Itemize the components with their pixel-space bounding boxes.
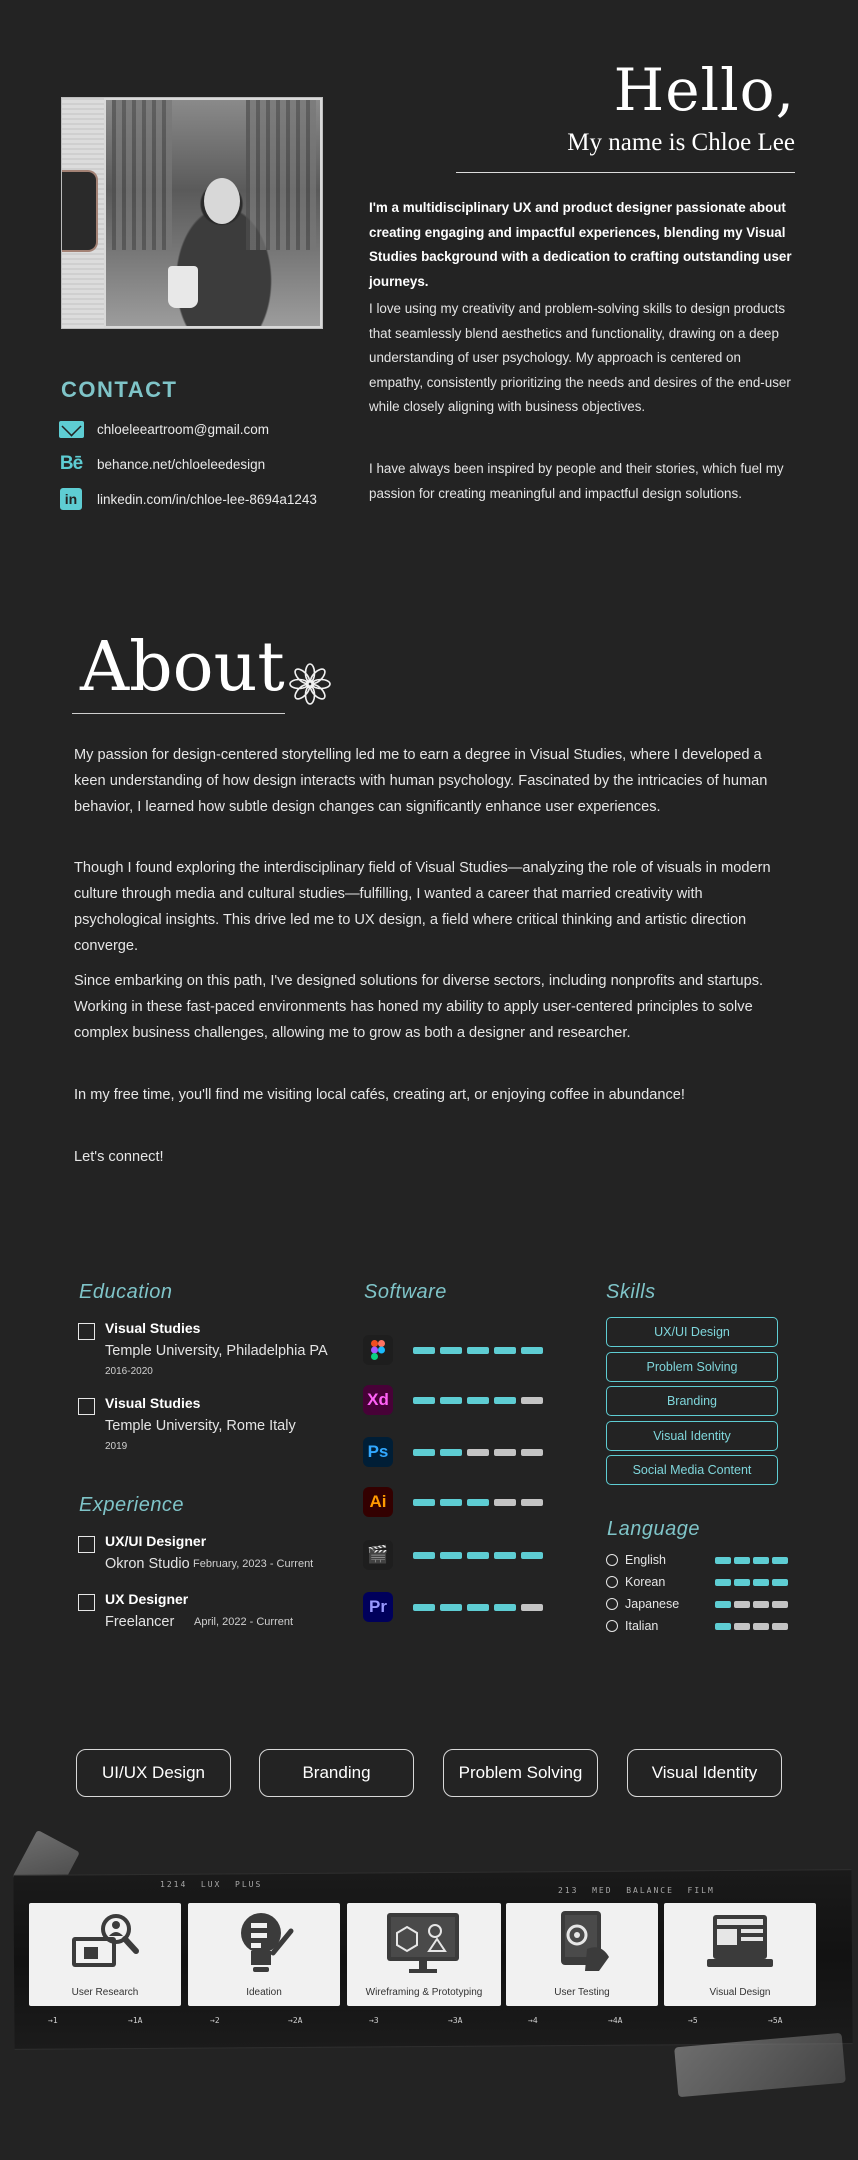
- language-row: [606, 1552, 788, 1568]
- proficiency-segment: [413, 1604, 435, 1611]
- checkbox[interactable]: [78, 1398, 95, 1415]
- proficiency-segment: [521, 1449, 543, 1456]
- frame-caption: User Research: [71, 1987, 139, 1998]
- language-level-segment: [715, 1579, 731, 1586]
- intro-paragraph: I have always been inspired by people and their stories, which fuel my passion for creating meaningful and impactful design solutions.: [369, 461, 784, 501]
- checkbox[interactable]: [78, 1536, 95, 1553]
- process-frame: [29, 1903, 181, 2006]
- skill-pill: Social Media Content: [606, 1455, 778, 1485]
- tag-branding: Branding: [259, 1749, 414, 1797]
- proficiency-segment: [521, 1347, 543, 1354]
- intro-summary: I'm a multidisciplinary UX and product designer passionate about creating engaging and impactful experiences, blending my Visual Studies background with a dedication to crafting outstanding user journeys.: [369, 200, 792, 289]
- about-title: About: [80, 628, 285, 707]
- experience-dates: February, 2023 - Current: [193, 1558, 314, 1570]
- language-level-segment: [753, 1601, 769, 1608]
- about-paragraph: Let's connect!: [74, 1149, 164, 1165]
- proficiency-segment: [521, 1499, 543, 1506]
- language-row: [606, 1574, 788, 1590]
- proficiency-segment: [467, 1397, 489, 1404]
- portrait-face: [204, 178, 240, 224]
- photoshop-icon: Ps: [363, 1437, 393, 1467]
- language-level-segment: [772, 1623, 788, 1630]
- proficiency-bar: [413, 1499, 543, 1506]
- about-paragraph: Since embarking on this path, I've designed solutions for diverse sectors, including nonprofits and startups. Working in these fast-paced environments has honed my ability to apply user-centered principles to solve complex business challenges, allowing me to grow as both a designer and researcher.: [74, 973, 764, 1041]
- proficiency-segment: [494, 1552, 516, 1559]
- proficiency-segment: [440, 1449, 462, 1456]
- proficiency-segment: [440, 1552, 462, 1559]
- contact-linkedin-text[interactable]: linkedin.com/in/chloe-lee-8694a1243: [97, 491, 317, 507]
- portrait-cup: [168, 266, 198, 308]
- user-research-icon: [70, 1909, 140, 1975]
- wireframing-icon: [385, 1909, 461, 1975]
- film-label: 1214 LUX PLUS: [160, 1880, 263, 1889]
- contact-title: CONTACT: [61, 377, 178, 402]
- ideation-icon: [229, 1909, 299, 1975]
- skill-pill: Visual Identity: [606, 1421, 778, 1451]
- name-subtitle: My name is Chloe Lee: [567, 129, 795, 156]
- software-row: [363, 1335, 543, 1365]
- proficiency-segment: [494, 1604, 516, 1611]
- language-level-segment: [753, 1579, 769, 1586]
- proficiency-segment: [413, 1347, 435, 1354]
- language-level-segment: [772, 1579, 788, 1586]
- proficiency-segment: [440, 1347, 462, 1354]
- education-years: 2016-2020: [105, 1366, 153, 1377]
- software-row: [363, 1592, 543, 1622]
- tag-problem-solving: Problem Solving: [443, 1749, 598, 1797]
- flower-icon: [289, 663, 331, 705]
- frame-caption: Visual Design: [709, 1987, 771, 1998]
- education-years: 2019: [105, 1441, 128, 1452]
- experience-company: Okron Studio: [105, 1556, 190, 1572]
- radio-button[interactable]: [606, 1620, 618, 1632]
- proficiency-segment: [413, 1499, 435, 1506]
- proficiency-segment: [521, 1604, 543, 1611]
- language-level-segment: [715, 1557, 731, 1564]
- about-divider: [72, 713, 285, 714]
- experience-title: Experience: [79, 1494, 185, 1516]
- building-shape: [112, 100, 172, 250]
- frame-number: →2A: [288, 2016, 303, 2025]
- frame-number: →2: [210, 2016, 220, 2025]
- proficiency-segment: [494, 1347, 516, 1354]
- contact-behance-text[interactable]: behance.net/chloeleedesign: [97, 456, 266, 472]
- frame-number: →4A: [608, 2016, 623, 2025]
- adobe-xd-icon: Xd: [363, 1385, 393, 1415]
- proficiency-segment: [494, 1499, 516, 1506]
- language-level-segment: [734, 1623, 750, 1630]
- proficiency-bar: [413, 1604, 543, 1611]
- proficiency-segment: [467, 1552, 489, 1559]
- experience-dates: April, 2022 - Current: [194, 1616, 294, 1628]
- proficiency-segment: [467, 1347, 489, 1354]
- frame-caption: User Testing: [554, 1987, 610, 1998]
- language-row: [606, 1618, 788, 1634]
- contact-email-text[interactable]: chloeleeartroom@gmail.com: [97, 421, 270, 437]
- about-paragraph: Though I found exploring the interdisciplinary field of Visual Studies—analyzing the role of visuals in modern culture through media and cultural studies—fulfilling, I wanted a career that married creativity with psychological insights. This drive led me to UX design, a field where critical thinking and artistic direction converge.: [74, 860, 771, 954]
- software-row: [363, 1540, 543, 1570]
- process-frame: [506, 1903, 658, 2006]
- proficiency-segment: [413, 1449, 435, 1456]
- about-paragraph: In my free time, you'll find me visiting local cafés, creating art, or enjoying coffee in abundance!: [74, 1087, 685, 1103]
- linkedin-icon: in: [57, 488, 85, 510]
- proficiency-bar: [413, 1397, 543, 1404]
- language-name: Korean: [625, 1575, 666, 1589]
- language-level-bar: [715, 1579, 788, 1586]
- skill-pill: Branding: [606, 1386, 778, 1416]
- proficiency-segment: [494, 1397, 516, 1404]
- language-level-segment: [772, 1601, 788, 1608]
- illustrator-icon: Ai: [363, 1487, 393, 1517]
- frame-number: →1: [48, 2016, 58, 2025]
- language-level-segment: [734, 1601, 750, 1608]
- proficiency-segment: [413, 1397, 435, 1404]
- frame-number: →5: [688, 2016, 698, 2025]
- tag-visual-identity: Visual Identity: [627, 1749, 782, 1797]
- proficiency-bar: [413, 1449, 543, 1456]
- contact-behance[interactable]: [57, 453, 265, 475]
- figma-icon: [363, 1335, 393, 1365]
- film-label: 213 MED BALANCE FILM: [558, 1886, 715, 1895]
- language-level-bar: [715, 1623, 788, 1630]
- software-row: [363, 1437, 543, 1467]
- education-degree: Visual Studies: [105, 1395, 201, 1411]
- frame-number: →4: [528, 2016, 538, 2025]
- user-testing-icon: [547, 1909, 617, 1975]
- proficiency-segment: [521, 1397, 543, 1404]
- language-name: Italian: [625, 1619, 659, 1633]
- frame-number: →1A: [128, 2016, 143, 2025]
- mail-icon: [57, 418, 85, 440]
- experience-item: [78, 1591, 348, 1636]
- software-title: Software: [364, 1281, 447, 1303]
- experience-item: [78, 1533, 348, 1578]
- language-level-bar: [715, 1557, 788, 1564]
- language-level-bar: [715, 1601, 788, 1608]
- photo-frame-tab: [62, 170, 98, 252]
- language-title: Language: [607, 1518, 700, 1540]
- proficiency-segment: [467, 1499, 489, 1506]
- experience-role: UX Designer: [105, 1591, 189, 1607]
- proficiency-segment: [494, 1449, 516, 1456]
- premiere-pro-icon: Pr: [363, 1592, 393, 1622]
- hello-heading: Hello,: [613, 56, 795, 124]
- frame-caption: Wireframing & Prototyping: [365, 1987, 483, 1998]
- final-cut-pro-icon: 🎬: [363, 1540, 393, 1570]
- process-frame: [188, 1903, 340, 2006]
- education-item: [78, 1320, 348, 1382]
- language-name: English: [625, 1553, 666, 1567]
- visual-design-icon: [705, 1909, 775, 1975]
- education-school: Temple University, Philadelphia PA: [105, 1343, 328, 1359]
- proficiency-segment: [413, 1552, 435, 1559]
- education-title: Education: [79, 1281, 173, 1303]
- about-paragraph: My passion for design-centered storytelling led me to earn a degree in Visual Studies, where I developed a keen understanding of how design interacts with human psychology. Fascinated by the intricacies of human behavior, I learned how subtle design changes can significantly enhance user experiences.: [74, 747, 768, 815]
- experience-role: UX/UI Designer: [105, 1533, 207, 1549]
- language-name: Japanese: [625, 1597, 680, 1611]
- frame-number: →5A: [768, 2016, 783, 2025]
- frame-caption: Ideation: [246, 1987, 282, 1998]
- proficiency-segment: [467, 1449, 489, 1456]
- language-row: [606, 1596, 788, 1612]
- radio-button[interactable]: [606, 1554, 618, 1566]
- checkbox[interactable]: [78, 1594, 95, 1611]
- language-level-segment: [772, 1557, 788, 1564]
- skill-pill: UX/UI Design: [606, 1317, 778, 1347]
- radio-button[interactable]: [606, 1598, 618, 1610]
- portrait-image: [106, 100, 320, 326]
- experience-company: Freelancer: [105, 1614, 175, 1630]
- intro-paragraph: I love using my creativity and problem-solving skills to design products that seamlessly blend aesthetics and functionality, drawing on a deep understanding of user psychology. My approach is centered on empathy, consistently prioritizing the needs and desires of the end-user while closely aligning with business objectives.: [369, 301, 791, 414]
- language-level-segment: [734, 1557, 750, 1564]
- proficiency-segment: [440, 1604, 462, 1611]
- skills-title: Skills: [606, 1281, 656, 1303]
- skill-pill: Problem Solving: [606, 1352, 778, 1382]
- frame-number: →3: [369, 2016, 379, 2025]
- profile-photo: [61, 97, 323, 329]
- language-level-segment: [734, 1579, 750, 1586]
- language-level-segment: [715, 1623, 731, 1630]
- language-level-segment: [753, 1623, 769, 1630]
- proficiency-bar: [413, 1347, 543, 1354]
- education-degree: Visual Studies: [105, 1320, 201, 1336]
- education-item: [78, 1395, 348, 1457]
- tag-ui-ux-design: UI/UX Design: [76, 1749, 231, 1797]
- behance-icon: Bē: [59, 453, 83, 474]
- proficiency-segment: [440, 1499, 462, 1506]
- header-divider: [456, 172, 795, 173]
- contact-linkedin[interactable]: [57, 488, 317, 510]
- proficiency-segment: [440, 1397, 462, 1404]
- education-school: Temple University, Rome Italy: [105, 1418, 296, 1434]
- language-level-segment: [715, 1601, 731, 1608]
- process-frame: [347, 1903, 501, 2006]
- proficiency-segment: [467, 1604, 489, 1611]
- software-row: [363, 1487, 543, 1517]
- frame-number: →3A: [448, 2016, 463, 2025]
- language-level-segment: [753, 1557, 769, 1564]
- proficiency-bar: [413, 1552, 543, 1559]
- contact-email[interactable]: [57, 418, 269, 440]
- building-shape: [246, 100, 316, 250]
- proficiency-segment: [521, 1552, 543, 1559]
- process-frame: [664, 1903, 816, 2006]
- checkbox[interactable]: [78, 1323, 95, 1340]
- radio-button[interactable]: [606, 1576, 618, 1588]
- software-row: [363, 1385, 543, 1415]
